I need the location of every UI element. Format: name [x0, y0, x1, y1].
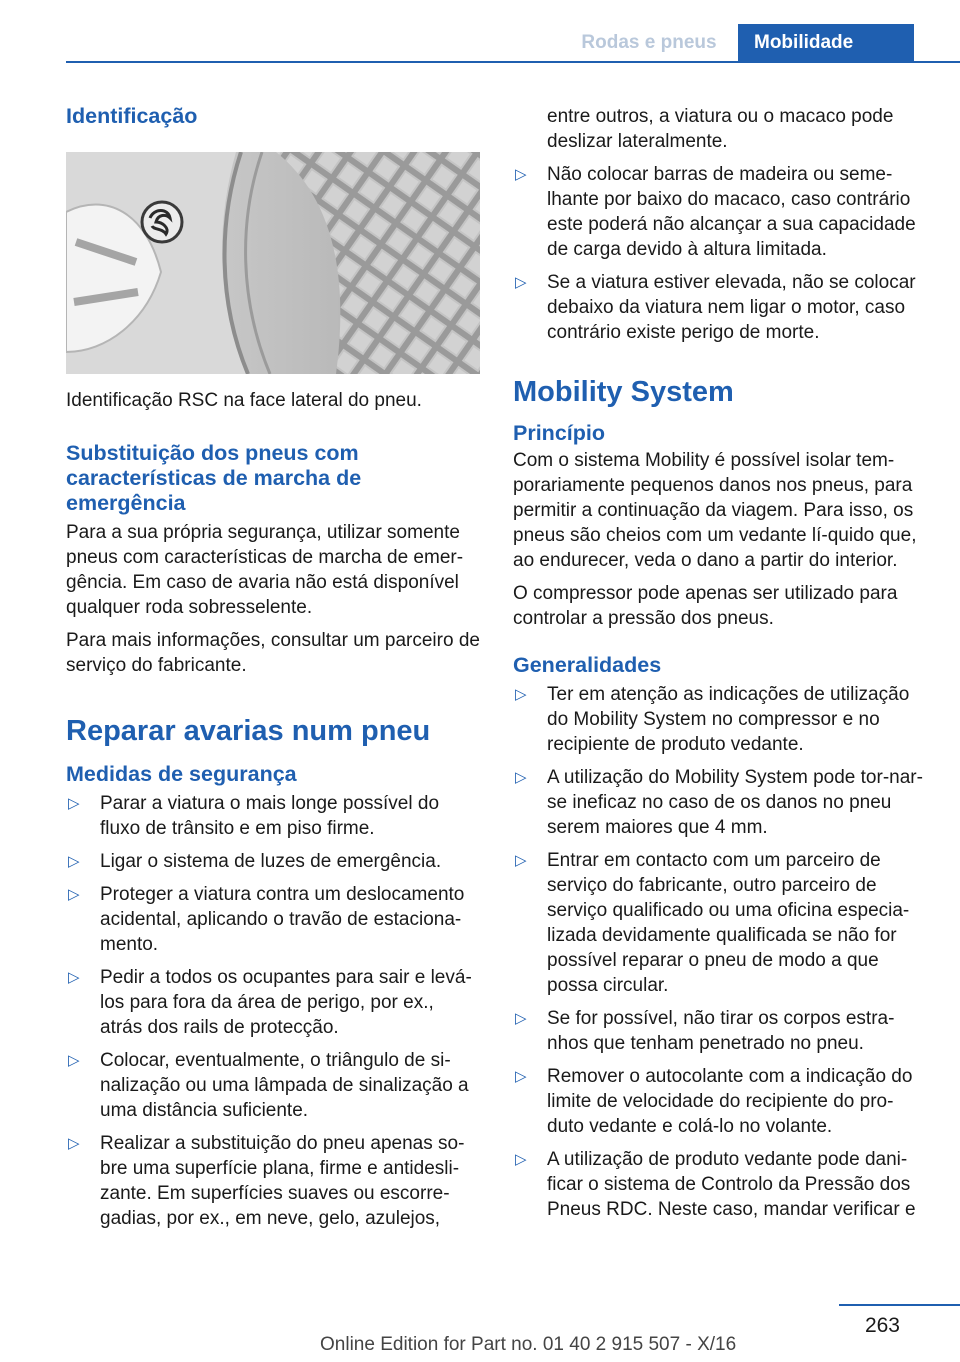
footer-rule	[839, 1304, 960, 1306]
list-item: ▷ A utilização do Mobility System pode tor‐nar-se ineficaz no caso de os danos no pneu serem maiores que 4 mm.	[515, 767, 923, 838]
principle-heading: Princípio	[513, 421, 605, 445]
bullet-triangle-icon: ▷	[515, 274, 527, 291]
list-item: ▷ Remover o autocolante com a indicação do limite de velocidade do recipiente do pro‐duto vedante e colá-lo no volante.	[515, 1066, 913, 1137]
bullet-triangle-icon: ▷	[68, 1135, 80, 1152]
list-item: ▷ Realizar a substituição do pneu apenas so‐bre uma superfície plana, firme e antidesli‐zante. Em superfícies suaves ou escorre‐gadias, por ex., em neve, gelo, azulejos,	[68, 1133, 465, 1229]
identification-heading: Identificação	[66, 104, 198, 128]
list-item: ▷ Colocar, eventualmente, o triângulo de si‐nalização ou uma lâmpada de sinalização a uma distância suficiente.	[68, 1050, 469, 1121]
list-item: ▷ Proteger a viatura contra um deslocamento acidental, aplicando o travão de estaciona‐mento.	[68, 884, 465, 955]
bullet-triangle-icon: ▷	[515, 1151, 527, 1168]
bullet-triangle-icon: ▷	[515, 1010, 527, 1027]
list-item: ▷ Se for possível, não tirar os corpos estra‐nhos que tenham penetrado no pneu.	[515, 1008, 895, 1054]
bullet-triangle-icon: ▷	[515, 166, 527, 183]
bullet-triangle-icon: ▷	[68, 853, 80, 870]
bullet-triangle-icon: ▷	[68, 886, 80, 903]
repair-title: Reparar avarias num pneu	[66, 715, 431, 747]
list-item: ▷ Entrar em contacto com um parceiro de serviço do fabricante, outro parceiro de serviço qualificado ou uma oficina especia‐lizada devidamente qualificada se não for possível reparar o pneu de modo a que possa circular.	[515, 850, 910, 996]
run-flat-paragraph-2: Para mais informações, consultar um parceiro de serviço do fabricante.	[66, 630, 480, 676]
bullet-triangle-icon: ▷	[68, 1052, 80, 1069]
principle-paragraph-2: O compressor pode apenas ser utilizado para controlar a pressão dos pneus.	[513, 583, 898, 629]
header-chapter-tab: Mobilidade	[738, 24, 914, 61]
header-section-tab: Rodas e pneus	[581, 32, 717, 53]
page-number: 263	[864, 1314, 900, 1337]
list-item: ▷ Não colocar barras de madeira ou seme‐lhante por baixo do macaco, caso contrário este poderá não alcançar a sua capacidade de carga devido à altura limitada.	[515, 164, 916, 260]
bullet-triangle-icon: ▷	[68, 969, 80, 986]
safety-heading: Medidas de segurança	[66, 762, 297, 786]
bullet-triangle-icon: ▷	[515, 852, 527, 869]
bullet-triangle-icon: ▷	[68, 795, 80, 812]
left-column	[66, 96, 480, 1239]
tire-sidewall-image	[66, 152, 480, 374]
edition-footer: Online Edition for Part no. 01 40 2 915 507 - X/16	[320, 1334, 737, 1355]
bullet-triangle-icon: ▷	[515, 686, 527, 703]
right-column	[513, 96, 929, 1230]
image-caption: Identificação RSC na face lateral do pneu.	[66, 390, 422, 411]
safety-list	[66, 791, 480, 1231]
bullet-triangle-icon: ▷	[515, 1068, 527, 1085]
general-list	[513, 682, 929, 1222]
list-item: ▷ Pedir a todos os ocupantes para sair e levá-los para fora da área de perigo, por ex., atrás dos rails de protecção.	[68, 967, 472, 1038]
mobility-system-title: Mobility System	[513, 376, 734, 408]
principle-paragraph-1: Com o sistema Mobility é possível isolar tem‐porariamente pequenos danos nos pneus, para permitir a continuação da viagem. Para isso, os pneus são cheios com um vedante lí‐quido que, ao endurecer, veda o dano a partir do interior.	[513, 450, 917, 571]
run-flat-paragraph-1: Para a sua própria segurança, utilizar somente pneus com características de marcha de emer‐gência. Em caso de avaria não está disponível qualquer roda sobresselente.	[66, 522, 464, 618]
list-item: ▷ Ter em atenção as indicações de utilização do Mobility System no compressor e no recipiente de produto vedante.	[515, 684, 910, 755]
continued-text: entre outros, a viatura ou o macaco pode deslizar lateralmente.	[547, 106, 894, 152]
list-item: ▷ Se a viatura estiver elevada, não se colocar debaixo da viatura nem ligar o motor, caso contrário existe perigo de morte.	[515, 272, 916, 343]
bullet-triangle-icon: ▷	[515, 769, 527, 786]
general-heading: Generalidades	[513, 653, 662, 677]
continued-list	[513, 162, 929, 345]
list-item: ▷ A utilização de produto vedante pode dani‐ficar o sistema de Controlo da Pressão dos Pneus RDC. Neste caso, mandar verificar e	[515, 1149, 916, 1220]
header-rule	[66, 61, 960, 63]
run-flat-heading: Substituição dos pneus com características de marcha de emergência	[66, 441, 362, 515]
list-item: ▷ Ligar o sistema de luzes de emergência.	[68, 851, 442, 872]
list-item: ▷ Parar a viatura o mais longe possível do fluxo de trânsito e em piso firme.	[68, 793, 440, 839]
